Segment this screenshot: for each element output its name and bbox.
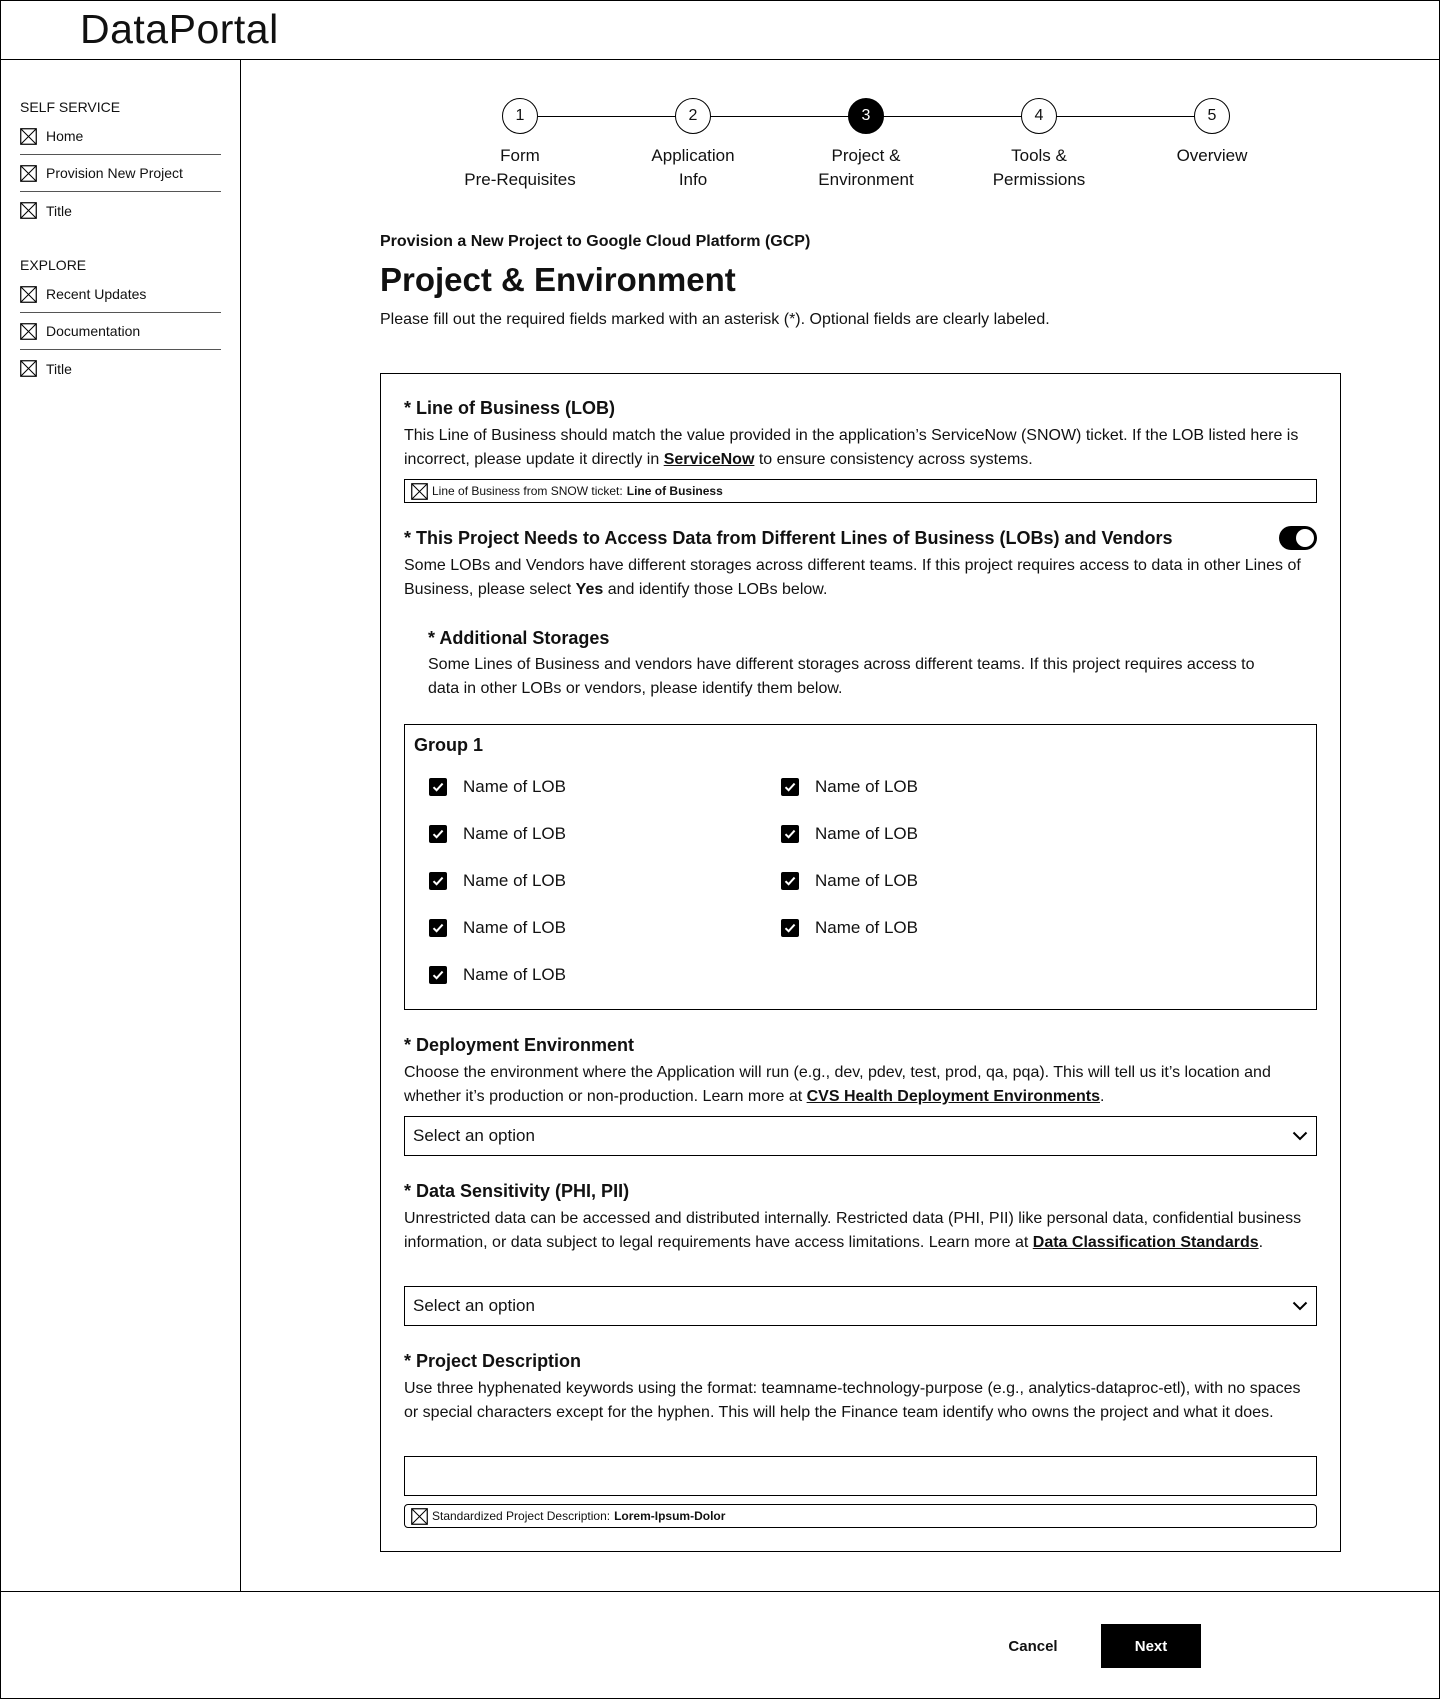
cancel-button[interactable]: Cancel [993, 1624, 1073, 1668]
sensitivity-desc-text: Unrestricted data can be accessed and distributed internally. Restricted data (PHI, PII) like personal data, confidential business information, or data subject to legal requirements have access limitations. Learn more at [404, 1210, 1302, 1251]
sidebar-item-title[interactable] [20, 192, 221, 229]
lob-checkbox-item[interactable] [781, 777, 918, 797]
step-3[interactable] [786, 98, 946, 192]
checkbox-checked-icon[interactable] [429, 919, 447, 937]
select-value: Select an option [413, 1296, 535, 1315]
storages-description: Some Lines of Business and vendors have different storages across different teams. If this project requires access to data in other LOBs or vendors, please identify them below. [428, 656, 1255, 697]
lob-group-box [404, 724, 1317, 1010]
lob-description [404, 424, 1319, 472]
deployment-title: * Deployment Environment [404, 1035, 635, 1055]
placeholder-icon [20, 323, 37, 340]
access-toggle[interactable] [1279, 526, 1317, 550]
step-label-line: Tools & [1011, 146, 1067, 165]
project-description-info-bar [404, 1504, 1317, 1528]
lob-checkbox-item[interactable] [429, 777, 566, 797]
progress-stepper [440, 98, 1380, 198]
checkbox-checked-icon[interactable] [781, 872, 799, 890]
page-subtitle: Please fill out the required fields marked with an asterisk (*). Optional fields are clearly labeled. [380, 311, 1050, 328]
step-label [786, 144, 946, 192]
checkbox-checked-icon[interactable] [781, 778, 799, 796]
sensitivity-description [404, 1207, 1319, 1255]
description-info-label: Standardized Project Description: [432, 1509, 611, 1523]
placeholder-icon [20, 128, 37, 145]
placeholder-icon [20, 286, 37, 303]
lob-checkbox-label: Name of LOB [815, 918, 918, 937]
storages-title: * Additional Storages [428, 628, 610, 648]
breadcrumb: Provision a New Project to Google Cloud Platform (GCP) [380, 233, 811, 250]
group-title: Group 1 [414, 735, 484, 755]
lob-title: * Line of Business (LOB) [404, 398, 616, 418]
access-desc-text: Some LOBs and Vendors have different storages across different teams. If this project requires access to data in other Lines of Business, please select [404, 557, 1301, 598]
deployment-description [404, 1061, 1319, 1109]
toggle-knob [1296, 529, 1314, 547]
lob-checkbox-label: Name of LOB [815, 777, 918, 796]
sidebar-item-home[interactable] [20, 118, 221, 155]
placeholder-icon [411, 1508, 428, 1525]
sidebar-item-label: Documentation [46, 323, 141, 339]
step-label [613, 144, 773, 192]
lob-checkbox-item[interactable] [781, 824, 918, 844]
sidebar-item-recent-updates[interactable] [20, 276, 221, 313]
deployment-environment-select[interactable] [404, 1116, 1317, 1156]
sidebar-item-documentation[interactable] [20, 313, 221, 350]
step-4[interactable] [959, 98, 1119, 192]
sidebar-section-self-service [20, 98, 221, 229]
access-title: * This Project Needs to Access Data from Different Lines of Business (LOBs) and Vendors [404, 528, 1173, 548]
step-number: 1 [502, 98, 538, 134]
lob-checkbox-item[interactable] [429, 965, 566, 985]
lob-checkbox-item[interactable] [429, 918, 566, 938]
checkbox-checked-icon[interactable] [781, 825, 799, 843]
sensitivity-desc-text: . [1258, 1234, 1264, 1251]
app-header [0, 0, 1440, 60]
step-number: 2 [675, 98, 711, 134]
lob-checkbox-label: Name of LOB [463, 965, 566, 984]
placeholder-icon [20, 165, 37, 182]
lob-checkbox-label: Name of LOB [463, 777, 566, 796]
sidebar-item-provision-new-project[interactable] [20, 155, 221, 192]
lob-checkbox-label: Name of LOB [463, 918, 566, 937]
app-logo[interactable]: DataPortal [80, 6, 279, 52]
step-label-line: Permissions [992, 170, 1086, 189]
access-description [404, 554, 1319, 602]
checkbox-checked-icon[interactable] [429, 778, 447, 796]
step-number: 4 [1021, 98, 1057, 134]
checkbox-checked-icon[interactable] [781, 919, 799, 937]
sidebar-item-label: Recent Updates [46, 286, 147, 302]
lob-info-bar [404, 479, 1317, 503]
step-1[interactable] [440, 98, 600, 192]
placeholder-icon [20, 202, 37, 219]
lob-checkbox-item[interactable] [781, 918, 918, 938]
sidebar-heading: EXPLORE [20, 257, 87, 273]
lob-info-value: Line of Business [626, 484, 723, 498]
lob-desc-text: This Line of Business should match the value provided in the application’s ServiceNow (SNOW) ticket. If the LOB listed here is incorrect, please update it directly in [404, 427, 1299, 468]
lob-checkbox-label: Name of LOB [463, 824, 566, 843]
checkbox-checked-icon[interactable] [429, 825, 447, 843]
lob-info-label: Line of Business from SNOW ticket: [432, 484, 623, 498]
lob-checkbox-item[interactable] [781, 871, 918, 891]
next-button[interactable]: Next [1101, 1624, 1201, 1668]
project-description-input[interactable] [404, 1456, 1317, 1496]
checkbox-checked-icon[interactable] [429, 966, 447, 984]
step-label [440, 144, 600, 192]
form-card [380, 373, 1341, 1552]
sidebar-heading: SELF SERVICE [20, 99, 121, 115]
step-label-line: Info [678, 170, 708, 189]
sidebar-section-explore [20, 256, 221, 387]
step-label-line: Project & [831, 146, 901, 165]
sidebar [0, 60, 241, 1592]
data-classification-link[interactable]: Data Classification Standards [1032, 1234, 1259, 1251]
step-label-line: Form [500, 146, 540, 165]
step-number: 3 [848, 98, 884, 134]
servicenow-link[interactable]: ServiceNow [663, 451, 755, 468]
lob-checkbox-item[interactable] [429, 824, 566, 844]
description-info-value: Lorem-Ipsum-Dolor [614, 1509, 726, 1523]
lob-checkbox-label: Name of LOB [463, 871, 566, 890]
data-sensitivity-select[interactable] [404, 1286, 1317, 1326]
step-label-line: Pre-Requisites [464, 170, 576, 189]
project-description-help: Use three hyphenated keywords using the format: teamname-technology-purpose (e.g., analytics-dataproc-etl), with no spaces or special characters except for the hyphen. This will help the Finance team identify who owns the project and what it does. [404, 1380, 1301, 1421]
lob-desc-text: to ensure consistency across systems. [754, 451, 1033, 468]
lob-checkbox-item[interactable] [429, 871, 566, 891]
sidebar-item-label: Title [46, 202, 72, 219]
chevron-down-icon [1292, 1126, 1308, 1146]
step-label-line: Environment [818, 170, 914, 189]
footer-bar [0, 1591, 1440, 1699]
lob-checkbox-label: Name of LOB [815, 824, 918, 843]
sidebar-item-label: Provision New Project [46, 165, 183, 181]
step-label [959, 144, 1119, 192]
step-2[interactable] [613, 98, 773, 192]
placeholder-icon [411, 483, 428, 500]
placeholder-icon [20, 360, 37, 377]
checkbox-checked-icon[interactable] [429, 872, 447, 890]
step-number: 5 [1194, 98, 1230, 134]
sidebar-item-title[interactable] [20, 350, 221, 387]
sensitivity-title: * Data Sensitivity (PHI, PII) [404, 1181, 630, 1201]
lob-checkbox-label: Name of LOB [815, 871, 918, 890]
deployment-environments-link[interactable]: CVS Health Deployment Environments [806, 1088, 1100, 1105]
step-5[interactable] [1132, 98, 1292, 168]
sidebar-item-label: Home [46, 128, 84, 144]
select-value: Select an option [413, 1126, 535, 1145]
project-description-title: * Project Description [404, 1351, 582, 1371]
access-desc-text: and identify those LOBs below. [603, 581, 828, 598]
access-desc-bold: Yes [575, 581, 604, 598]
deployment-desc-text: Choose the environment where the Application will run (e.g., dev, pdev, test, prod, qa, pqa). This will tell us it’s location and whether it’s production or non-production. Learn more at [404, 1064, 1271, 1105]
sidebar-item-label: Title [46, 360, 72, 377]
chevron-down-icon [1292, 1296, 1308, 1316]
deployment-desc-text: . [1100, 1088, 1105, 1105]
step-label-line: Overview [1176, 146, 1248, 165]
page-title: Project & Environment [380, 261, 736, 298]
step-label-line: Application [651, 146, 735, 165]
step-label [1132, 144, 1292, 168]
